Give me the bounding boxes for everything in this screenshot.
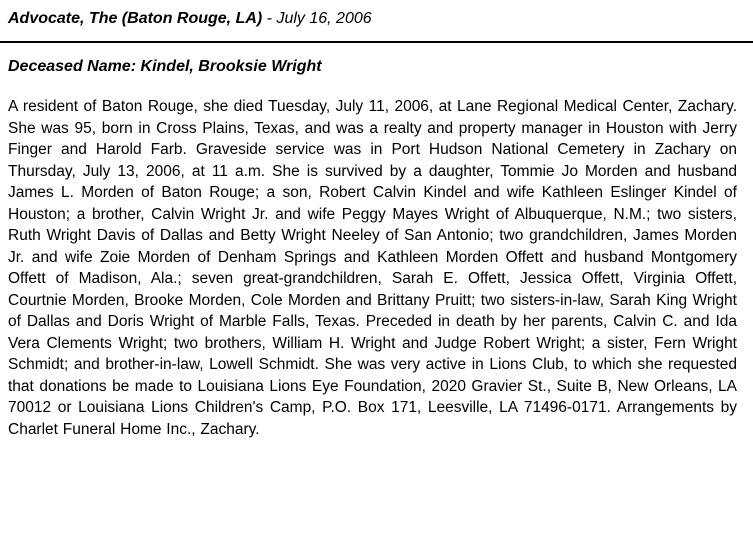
publication-name: Advocate, The (Baton Rouge, LA) (8, 10, 263, 27)
deceased-name: Deceased Name: Kindel, Brooksie Wright (8, 58, 322, 75)
header-separator: - (262, 10, 277, 27)
publication-header (8, 9, 372, 29)
obituary-text: A resident of Baton Rouge, she died Tuesday, July 11, 2006, at Lane Regional Medical Center, Zachary. She was 95, born in Cross Plains, Texas, and was a realty and property manager in Houston with Jerry Finger and Harold Farb. Graveside service was in Port Hudson National Cemetery in Zachary on Thursday, July 13, 2006, at 11 a.m. She is survived by a daughter, Tommie Jo Morden and husband James L. Morden of Baton Rouge; a son, Robert Calvin Kindel and wife Kathleen Eslinger Kindel of Houston; a brother, Calvin Wright Jr. and wife Peggy Mayes Wright of Albuquerque, N.M.; two sisters, Ruth Wright Davis of Dallas and Betty Wright Neeley of San Antonio; two grandchildren, James Morden Jr. and wife Zoie Morden of Denham Springs and Kathleen Morden Offett and husband Montgomery Offett of Madison, Ala.; seven great-grandchildren, Sarah E. Offett, Jessica Offett, Virginia Offett, Courtnie Morden, Brooke Morden, Cole Morden and Brittany Pruitt; two sisters-in-law, Sarah King Wright of Dallas and Doris Wright of Marble Falls, Texas. Preceded in death by her parents, Calvin C. and Ida Vera Clements Wright; two brothers, William H. Wright and Judge Robert Wright; a sister, Fern Wright Schmidt; and brother-in-law, Lowell Schmidt. She was very active in Lions Club, to which she requested that donations be made to Louisiana Lions Eye Foundation, 2020 Gravier St., Suite B, New Orleans, LA 70012 or Louisiana Lions Children's Camp, P.O. Box 171, Leesville, LA 71496-0171. Arrangements by Charlet Funeral Home Inc., Zachary. (8, 98, 737, 438)
publication-date: July 16, 2006 (276, 10, 372, 27)
header-divider (0, 41, 753, 43)
